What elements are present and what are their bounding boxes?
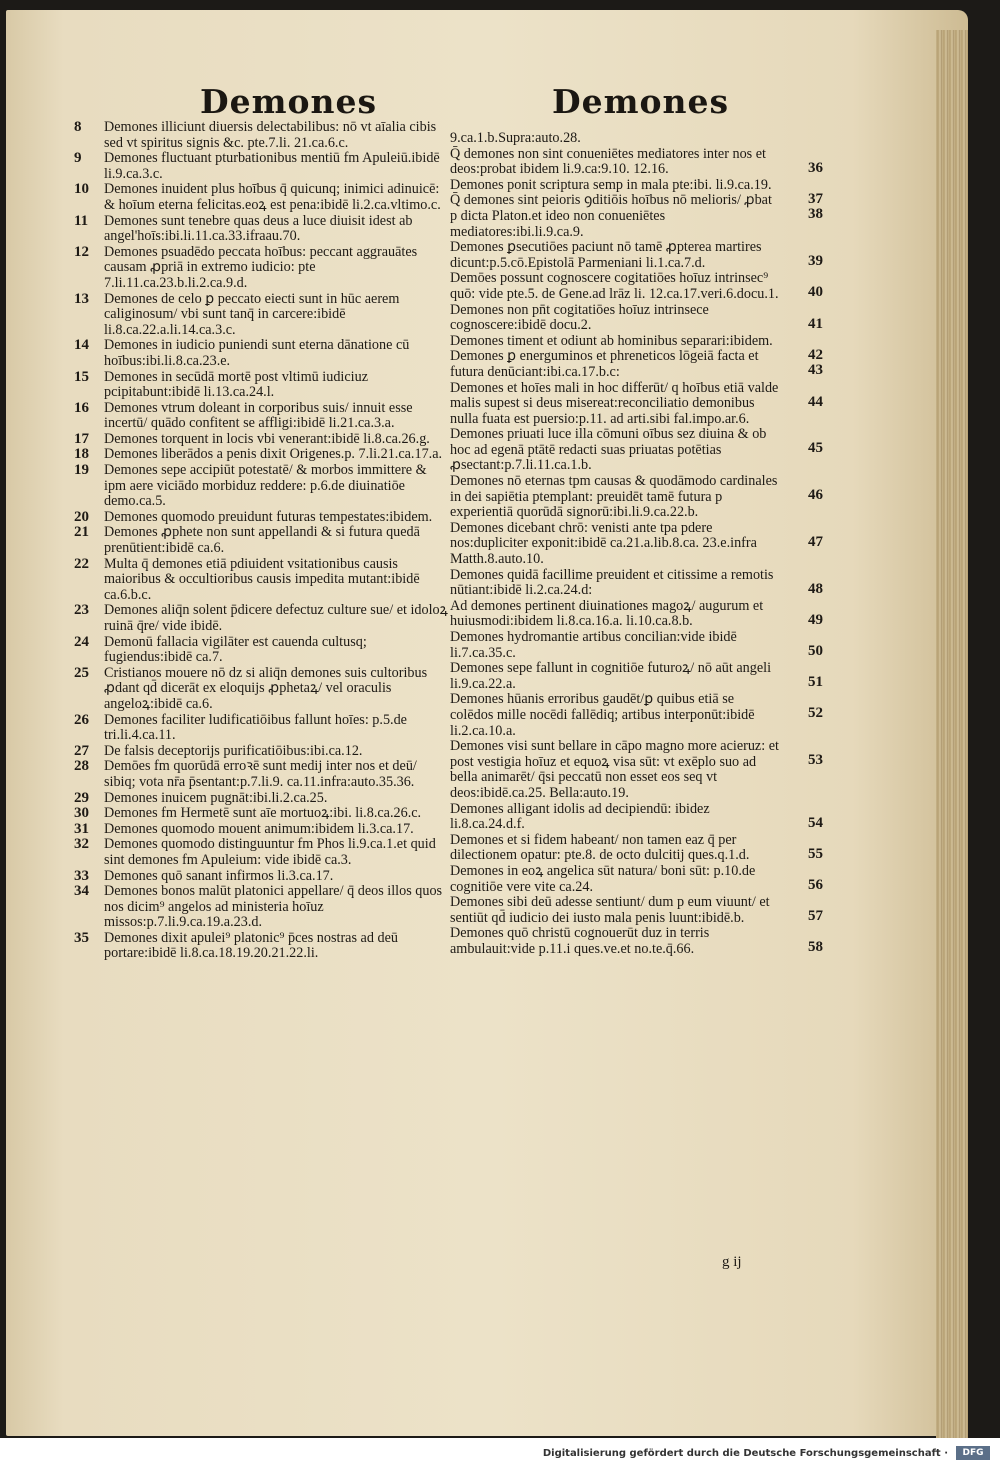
entry-number: 25 [74,664,89,681]
entry-text: Demones priuati luce illa cōmuni oībus sez diuina & ob hoc ad egenā ptātē redacti suas priuatas potētias ꝓsectant:p.7.li.11.ca.1.b. [450,426,767,474]
index-entry [74,869,450,885]
index-entry [74,292,450,339]
entry-text: Demōes fm quorūdā erroꝛē sunt medij inter nos et deū/ sibiq; vota nr̄a p̄sentant:p.7.li.9. ca.11.infra:auto.35.36. [104,758,417,790]
index-entry [450,599,825,630]
entry-text: Demones in eoꝝ angelica sūt natura/ boni sūt: p.10.de cognitiōe vere vite ca.24. [450,862,756,895]
entry-number: 16 [74,399,89,416]
index-entry [74,370,450,401]
entry-number: 30 [74,805,89,822]
index-entry [74,151,450,182]
index-entry [74,931,450,962]
entry-text: Demones torquent in locis vbi venerant:ibidē li.8.ca.26.g. [104,430,430,447]
entry-text: Demones ponit scriptura semp in mala pte:ibi. li.9.ca.19. [450,176,772,193]
entry-text: Demones quomodo mouent animum:ibidem li.3.ca.17. [104,820,414,837]
index-entry [74,525,450,556]
index-entry [450,303,825,334]
entry-text: Demones sibi deū adesse sentiunt/ dum p eum viuunt/ et sentiūt qd̄ iudicio dei iusto mala penis luunt:ibidē.b. [450,894,770,926]
entry-text: Demones in iudicio puniendi sunt eterna dānatione cū hoībus:ibi.li.8.ca.23.e. [104,337,410,369]
entry-number: 50 [808,643,823,659]
index-entry [74,666,450,713]
index-entry [74,401,450,432]
entry-text: Demones fluctuant pturbationibus mentiū fm Apuleiū.ibidē li.9.ca.3.c. [104,150,440,182]
index-entry [74,744,450,760]
entry-text: Demones vtrum doleant in corporibus suis/ innuit esse incertū/ quādo confitent se affligi:ibidē li.21.ca.3.a. [104,399,413,432]
right-column [450,131,825,957]
entry-text: Demones dixit apulei⁹ platonic⁹ p̄ces nostras ad deū portare:ibidē li.8.ca.18.19.20.21.22.li. [104,929,398,962]
index-entry [450,833,825,864]
entry-number: 42 [808,346,823,363]
entry-number: 48 [808,580,823,597]
entry-number: 53 [808,752,823,769]
entry-text: Demones quō christū cognouerūt duz in terris ambulauit:vide p.11.i ques.ve.et no.te.q̄.66. [450,925,710,957]
entry-number: 44 [808,393,823,410]
entry-number: 55 [808,845,823,862]
entry-number: 49 [808,611,823,628]
entry-number: 28 [74,758,89,775]
entry-text: Ad demones pertinent diuinationes magoꝝ/ augurum et huiusmodi:ibidem li.8.ca.16.a. li.10.ca.8.b. [450,597,764,630]
entry-number: 18 [74,446,89,463]
entry-text: Demones inuident plus hoībus q̄ quicunq; inimici adinuicē: & hoīum eterna felicitas.eoꝝ est pena:ibidē li.2.ca.vltimo.c. [104,181,441,213]
index-entry [450,271,825,302]
entry-text: Demones bonos malūt platonici appellare/ q̄ deos illos quos nos dicim⁹ angelos ad ministeria hoīuz missos:p.7.li.9.ca.19.a.23.d. [104,883,443,931]
entry-text: Demones sunt tenebre quas deus a luce diuisit idest ab angel'hoīs:ibi.li.11.ca.33.ifraau.70. [104,212,413,245]
index-entry [450,147,825,178]
index-entry [74,557,450,604]
entry-text: Demones quō sanant infirmos li.3.ca.17. [104,867,334,884]
entry-number: 47 [808,533,823,550]
entry-text: Demones illiciunt diuersis delectabilibus: nō vt aīalia cibis sed vt spiritus signis &c. pte.7.li. 21.ca.6.c. [104,119,437,151]
index-entry [450,521,825,568]
index-entry [450,802,825,833]
index-entry [450,190,825,240]
entry-number: 31 [74,820,89,837]
entry-text: Q̄ demones sint peioris ꝯditiōis hoībus nō melioris/ ꝓbat p dicta Platon.et ideo non conueniētes mediatores:ibi.li.9.ca.9. [450,192,772,240]
entry-number: 22 [74,555,89,572]
index-entry [450,568,825,599]
entry-number: 10 [74,181,89,198]
entry-text: Demones quomodo preuidunt futuras tempestates:ibidem. [104,508,433,525]
entry-text: Demones hydromantie artibus concilian:vide ibidē li.7.ca.35.c. [450,629,737,661]
index-entry [74,713,450,744]
index-entry [74,214,450,245]
index-entry [74,120,450,151]
entry-number: 39 [808,253,823,270]
entry-text: Demones sepe accipiūt potestatē/ & morbos immittere & ipm aere viciādo morbiduz reddere: p.6.de diuinatiōe demo.ca.5. [104,462,427,510]
entry-text: Demones fm Hermetē sunt aīe mortuoꝝ:ibi. li.8.ca.26.c. [104,805,422,822]
entry-text: Demones dicebant chrō: venisti ante tpa pdere nos:dupliciter exponit:ibidē ca.21.a.lib.8.ca. 23.e.infra Matth.8.auto.10. [450,519,757,568]
index-entry [450,332,825,363]
entry-number: 56 [808,876,823,893]
entry-number: 57 [808,908,823,925]
index-entry [74,182,450,213]
index-entry [74,510,450,526]
entry-text: Demones quidā facillime preuident et citissime a remotis nūtiant:ibidē li.2.ca.24.d: [450,566,774,599]
index-entry [74,822,450,838]
entry-number: 52 [808,705,823,722]
entry-text: Cristianos mouere nō dz si aliq̄n demones suis cultoribus ꝓdant qd̄ dicerāt ex eloquijs ꝓphetaꝝ/ vel oraculis angeloꝝ:ibidē ca.6. [104,664,428,712]
entry-number: 19 [74,462,89,479]
entry-number: 35 [74,929,89,946]
entry-number: 41 [808,315,823,332]
index-entry [74,806,450,822]
entry-text: Q̄ demones non sint conueniētes mediatores inter nos et deos:probat ibidem li.9.ca:9.10. 12.16. [450,145,766,178]
entry-number: 51 [808,674,823,691]
entry-number: 8 [74,119,82,135]
entry-text: Demonū fallacia vigilāter est cauenda cultusq; fugiendus:ibidē ca.7. [104,633,367,666]
entry-text: Demones psuadēdo peccata hoībus: peccant aggrauātes causam ꝓpriā in extremo iudicio: pte 7.li.11.ca.23.b.li.2.ca.9.d. [104,243,418,291]
entry-text: Demones in secūdā mortē post vltimū iudiciuz pcipitabunt:ibidē li.13.ca.24.l. [104,368,368,401]
index-entry [450,176,825,207]
entry-number: 12 [74,243,89,260]
index-entry [74,635,450,666]
footer-bar [0,1438,1000,1469]
running-head-left: Demones [200,82,378,121]
entry-text: Demones aliq̄n solent p̄dicere defectuz culture sue/ et idoloꝝ ruinā q̄re/ vide ibidē. [104,602,448,634]
entry-number: 58 [808,939,823,956]
entry-text: Demones alligant idolis ad decipiendū: ibidez li.8.ca.24.d.f. [450,800,710,833]
entry-number: 43 [808,362,823,379]
entry-text: Demones et hoīes mali in hoc differūt/ q hoībus etiā valde malis supest si deus misereat:reconciliatio demonibus nulla fuata est puersio:p.11. ad arti.sibi fal.impo.ar.6. [450,379,779,427]
signature-mark: g ij [722,1254,742,1270]
entry-text: Multa q̄ demones etiā pdiuident vsitationibus causis maioribus & occultioribus causis impedita mutant:ibidē ca.6.b.c. [104,555,420,603]
index-entry [450,474,825,521]
entry-text: Demones non pn̄t cogitatiōes hoīuz intrinsece cognoscere:ibidē docu.2. [450,301,709,334]
entry-text: Demōes possunt cognoscere cogitatiōes hoīuz intrinsec⁹ quō: vide pte.5. de Gene.ad lrāz li. 12.ca.17.veri.6.docu.1. [450,270,779,302]
entry-text: Demones faciliter ludificatiōibus fallunt hoīes: p.5.de tri.li.4.ca.11. [104,711,407,744]
entry-text: Demones hūanis erroribus gaudēt/ꝑ quibus etiā se colēdos mille nocēdi fallēdiq; artibus interponūt:ibidē li.2.ca.10.a. [450,691,755,739]
index-entry [74,447,450,463]
entry-number: 15 [74,368,89,385]
index-entry [74,837,450,868]
entry-number: 54 [808,814,823,831]
entry-text: Demones de celo ꝑ peccato eiecti sunt in hūc aerem caliginosum/ vbi sunt tanq̄ in carcere:ibidē li.8.ca.22.a.li.14.ca.3.c. [104,290,400,338]
entry-number: 36 [808,159,823,176]
index-entry [450,692,825,739]
entry-text: Demones ꝓphete non sunt appellandi & si futura quedā prenūtient:ibidē ca.6. [104,524,420,557]
entry-number: 20 [74,508,89,525]
running-head-right: Demones [552,82,730,121]
index-entry [450,661,825,692]
entry-text: Demones liberādos a penis dixit Origenes.p. 7.li.21.ca.17.a. [104,446,443,463]
index-entry [74,791,450,807]
entry-number: 17 [74,430,89,447]
left-column [74,120,450,962]
index-entry [74,338,450,369]
entry-text: De falsis deceptorijs purificatiōibus:ibi.ca.12. [104,742,363,759]
index-entry [450,739,825,801]
entry-number: 26 [74,711,89,728]
index-entry [450,240,825,271]
page-edge [936,30,968,1438]
funding-notice: Digitalisierung gefördert durch die Deutsche Forschungsgemeinschaft · [542,1448,948,1459]
entry-text: Demones et si fidem habeant/ non tamen eaz q̄ per dilectionem opatur: pte.8. de octo dulcitij ques.q.1.d. [450,831,750,864]
entry-text: Demones sepe fallunt in cognitiōe futuroꝝ/ nō aūt angeli li.9.ca.22.a. [450,660,772,692]
index-entry [450,381,825,428]
entry-text: Demones inuicem pugnāt:ibi.li.2.ca.25. [104,789,328,806]
entry-number: 21 [74,524,89,541]
entry-number: 29 [74,789,89,806]
index-entry [450,926,825,957]
entry-number: 34 [74,883,89,900]
entry-number: 24 [74,633,89,650]
entry-number: 27 [74,742,89,759]
index-entry [450,630,825,661]
entry-number: 23 [74,602,89,619]
entry-text: Demones timent et odiunt ab hominibus separari:ibidem. [450,332,773,349]
index-entry [74,884,450,931]
index-entry [74,759,450,790]
index-entry [74,432,450,448]
entry-number: 33 [74,867,89,884]
entry-text: Demones visi sunt bellare in cāpo magno more acieruz: et post vestigia hoīuz et equoꝝ visa sūt: vt exēplo suo ad bella animarēt/ q̄si peccatū non esset eos seq vt deos:ibidē.ca.25. Bella:auto.19. [450,738,779,801]
index-entry [450,346,825,380]
entry-number: 38 [808,206,823,223]
index-entry [74,245,450,292]
index-entry [450,427,825,474]
index-entry [450,895,825,926]
entry-text: Demones ꝑsecutiōes paciunt nō tamē ꝓpterea martires dicunt:p.5.cō.Epistolā Parmeniani li.1.ca.7.d. [450,239,762,271]
dfg-logo: DFG [956,1446,990,1460]
entry-number: 40 [808,284,823,301]
entry-number: 14 [74,337,89,354]
entry-number: 46 [808,487,823,504]
continuation-line: 9.ca.1.b.Supra:auto.28. [450,130,581,146]
entry-number: 45 [808,440,823,457]
entry-number: 11 [74,212,89,229]
entry-text: Demones quomodo distinguuntur fm Phos li.9.ca.1.et quid sint demones fm Apuleium: vide ibidē ca.3. [104,836,436,868]
entry-number: 32 [74,836,89,853]
entry-number: 13 [74,290,89,307]
entry-number: 9 [74,150,82,167]
entry-text: Demones ꝑ energuminos et phreneticos lōgeiā facta et futura denūciant:ibi.ca.17.b.c: [450,348,759,380]
index-entry [74,463,450,510]
index-entry [450,864,825,895]
index-entry [74,603,450,634]
entry-text: Demones nō eternas tpm causas & quodāmodo cardinales in dei sapiētia ptemplant: preuidēt tamē futura p experientiā quorūdā signorū:ibi.li.9.ca.22.b. [450,473,778,521]
entry-number: 37 [808,190,823,207]
